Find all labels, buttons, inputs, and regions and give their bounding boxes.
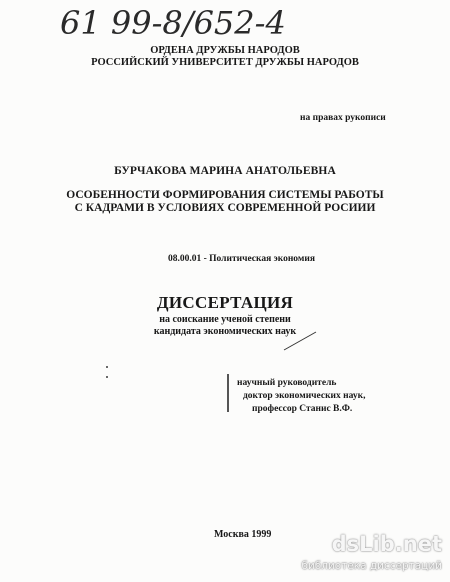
dissertation-title-line-1: ОСОБЕННОСТИ ФОРМИРОВАНИЯ СИСТЕМЫ РАБОТЫ	[66, 189, 384, 201]
organization-line-2: РОССИЙСКИЙ УНИВЕРСИТЕТ ДРУЖБЫ НАРОДОВ	[91, 57, 359, 68]
author-name: БУРЧАКОВА МАРИНА АНАТОЛЬЕВНА	[114, 165, 336, 177]
scan-speck	[106, 376, 108, 378]
document-type: ДИССЕРТАЦИЯ	[156, 293, 294, 312]
city-year: Москва 1999	[214, 529, 272, 540]
handwritten-code	[60, 2, 330, 42]
watermark-logo: dsLib.net	[331, 532, 442, 556]
degree-line-2: кандидата экономических наук	[153, 326, 297, 337]
dissertation-title-line-2: С КАДРАМИ В УСЛОВИЯХ СОВРЕМЕННОЙ РОСИИИ	[74, 202, 376, 214]
supervisor-line-2: доктор экономических наук,	[243, 391, 366, 401]
pen-stroke	[280, 330, 320, 352]
degree-line-1: на соискание ученой степени	[159, 314, 291, 325]
supervisor-line-1: научный руководитель	[237, 378, 337, 388]
rights-note: на правах рукописи	[300, 113, 386, 123]
watermark-caption: библиотека диссертаций	[301, 560, 442, 572]
specialty: 08.00.01 - Политическая экономия	[168, 254, 315, 264]
supervisor-bracket	[227, 374, 229, 412]
supervisor-line-3: профессор Станис В.Ф.	[252, 404, 353, 414]
organization-line-1: ОРДЕНА ДРУЖБЫ НАРОДОВ	[150, 45, 300, 56]
watermark	[290, 532, 448, 580]
handwritten-code-text: 61 99-8/652-4	[60, 4, 286, 42]
scan-speck	[106, 366, 108, 368]
